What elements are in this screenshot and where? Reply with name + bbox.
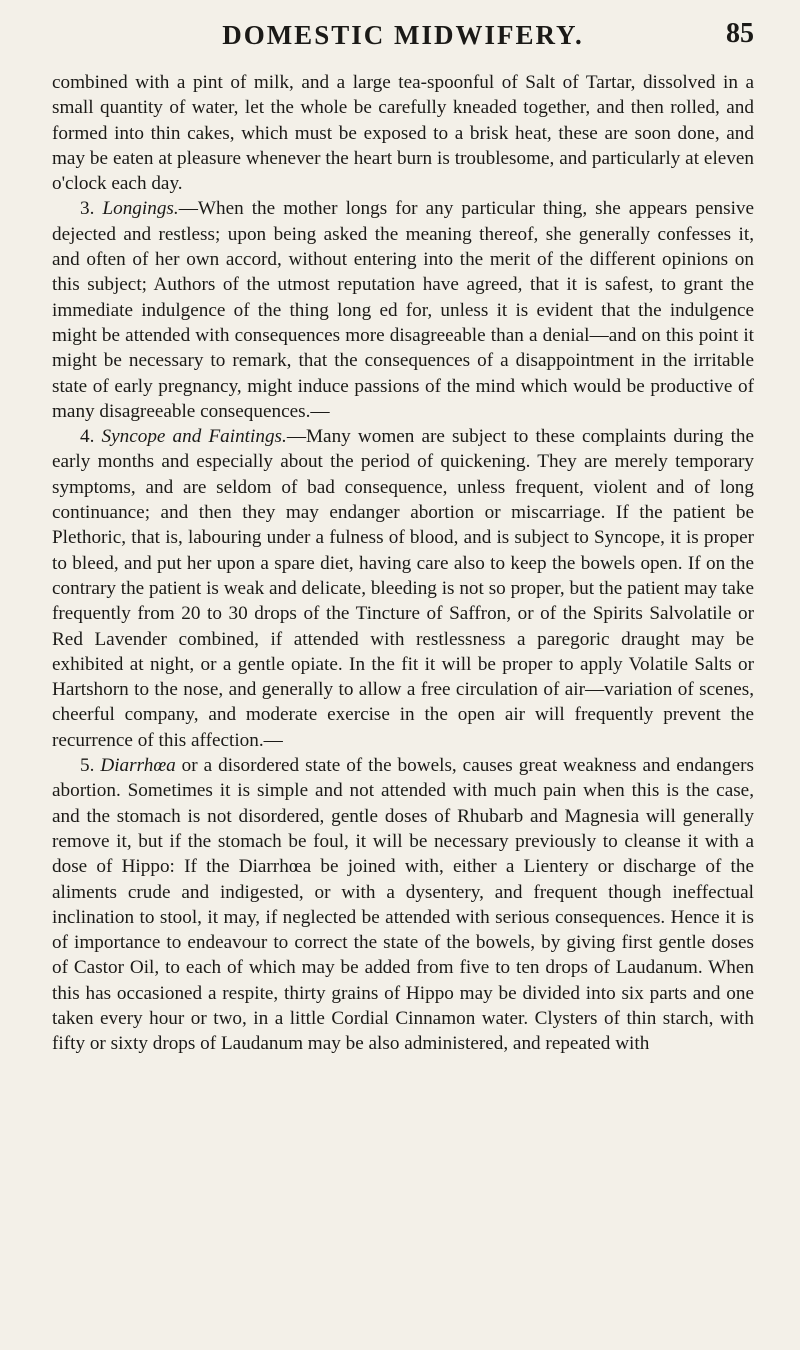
running-head	[52, 0, 754, 70]
body-text	[52, 70, 754, 1057]
paragraph-syncope	[52, 424, 754, 753]
paragraph-continuation	[52, 70, 754, 196]
paragraph-diarrhoea	[52, 753, 754, 1057]
paragraph-text: —Many women are subject to these complaints during the early months and especially about the period of quickening. They are merely temporary symptoms, and are seldom of bad consequence, unless frequent, violent and of long continuance; and then they may endanger abortion or miscarriage. If the patient be Plethoric, that is, labouring under a fulness of blood, and is subject to Syncope, it is proper to bleed, and put her upon a spare diet, having care also to keep the bowels open. If on the contrary the patient is weak and delicate, bleeding is not so proper, but the patient may take frequently from 20 to 30 drops of the Tincture of Saffron, or of the Spirits Salvolatile or Red Lavender combined, if attended with restlessness a paregoric draught may be exhibited at night, or a gentle opiate. In the fit it will be proper to apply Volatile Salts or Hartshorn to the nose, and generally to allow a free circulation of air—variation of scenes, cheerful company, and moderate exercise in the open air will frequently prevent the recurrence of this affection.—	[52, 426, 755, 751]
paragraph-text: —When the mother longs for any particular thing, she appears pensive dejected and restless; upon being asked the meaning thereof, she generally confesses it, and often of her own accord, without entering into the merit of the different opinions on this subject; Authors of the utmost reputation have agreed, that it is safest, to grant the immediate indulgence of the thing long ed for, unless it is evident that the indulgence might be attended with consequences more disagreeable than a denial—and on this point it might be necessary to remark, that the consequences of a disappointment in the irritable state of early pregnancy, might induce passions of the mind which would be productive of many disagreeable consequences.—	[52, 198, 755, 422]
running-title: DOMESTIC MIDWIFERY.	[222, 20, 584, 50]
paragraph-text: combined with a pint of milk, and a large tea-spoonful of Salt of Tartar, dissolved in a small quantity of water, let the whole be carefully kneaded together, and then rolled, and formed into thin cakes, which must be exposed to a brisk heat, these are soon done, and may be eaten at pleasure whenever the heart burn is troublesome, and particularly at eleven o'clock each day.	[52, 72, 754, 195]
section-heading: Syncope and Faintings.	[101, 426, 287, 448]
section-heading: Longings.	[102, 198, 179, 220]
section-number: 3.	[80, 198, 95, 220]
section-number: 5.	[80, 755, 95, 777]
section-number: 4.	[80, 426, 95, 448]
page-number: 85	[726, 18, 754, 49]
section-heading: Diarrhœa	[100, 755, 176, 777]
paragraph-text: or a disordered state of the bowels, causes great weakness and endangers abortion. Sometimes it is simple and not attended with much pain when this is the case, and the stomach is not disordered, gentle doses of Rhubarb and Magnesia will generally remove it, but if the stomach be foul, it will be necessary previously to cleanse it with a dose of Hippo: If the Diarrhœa be joined with, either a Lientery or discharge of the aliments crude and indigested, or with a dysentery, and frequent though ineffectual inclination to stool, it may, if neglected be attended with serious consequences. Hence it is of importance to endeavour to correct the state of the bowels, by giving first gentle doses of Castor Oil, to each of which may be added from five to ten drops of Laudanum. When this has occasioned a respite, thirty grains of Hippo may be divided into six parts and one taken every hour or two, in a little Cordial Cinnamon water. Clysters of thin starch, with fifty or sixty drops of Laudanum may be also administered, and repeated with	[52, 755, 754, 1055]
paragraph-longings	[52, 196, 754, 424]
